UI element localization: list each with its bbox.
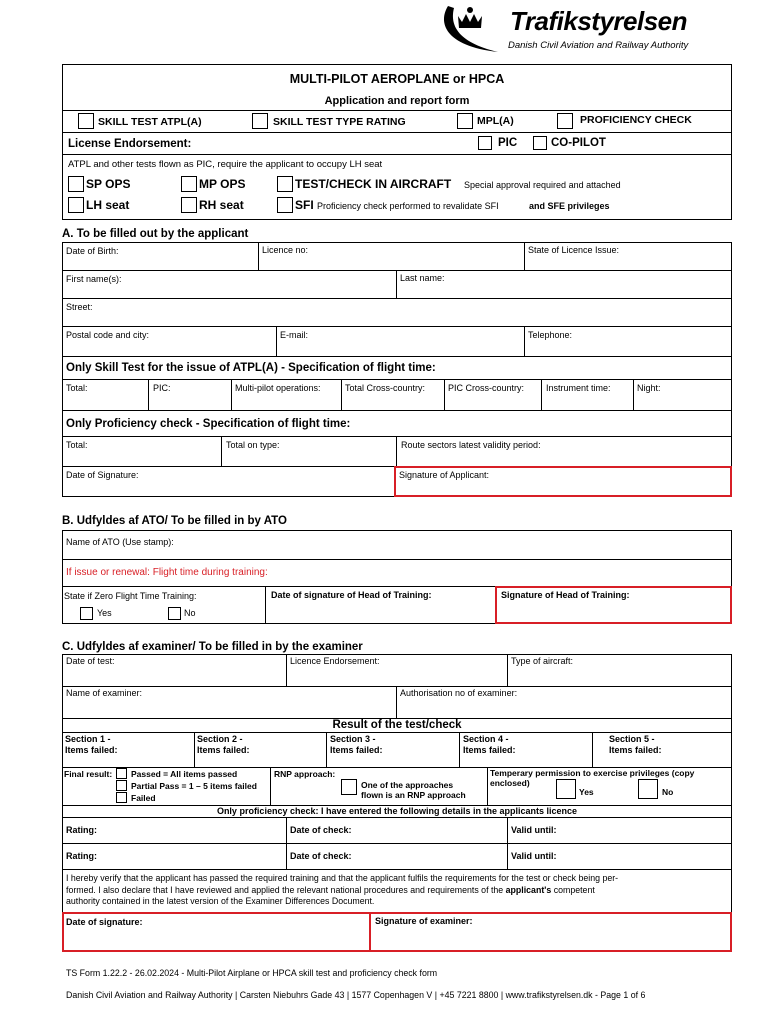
- skill-pic-cross-country-field[interactable]: PIC Cross-country:: [448, 383, 525, 393]
- partial-pass-checkbox[interactable]: [116, 780, 127, 791]
- date-check-2-field[interactable]: Date of check:: [290, 851, 352, 861]
- partial-pass-label: Partial Pass = 1 – 5 items failed: [131, 781, 257, 791]
- rh-seat-checkbox[interactable]: [181, 197, 197, 213]
- rnp-one-label: One of the approaches flown is an RNP approach: [361, 780, 466, 800]
- skill-test-atpl-checkbox[interactable]: [78, 113, 94, 129]
- sfi-label: SFI: [295, 198, 314, 212]
- date-test-field[interactable]: Date of test:: [66, 656, 115, 666]
- mp-ops-label: MP OPS: [199, 177, 246, 191]
- zero-ftt-yes-checkbox[interactable]: [80, 607, 93, 620]
- applicant-date-signature-field[interactable]: Date of Signature:: [66, 470, 139, 480]
- verification-text: I hereby verify that the applicant has passed the required training and that the applicant fulfils the requirements for the test or check being per- formed. I also declare that I have reviewed and applied the relevant national procedures and requirements of the applicant's competent authority contained in the latest version of the Examiner Differences Document.: [66, 873, 619, 906]
- prof-only-heading: Only proficiency check: I have entered the following details in the applicants licence: [216, 806, 578, 816]
- skill-multipilot-field[interactable]: Multi-pilot operations:: [235, 383, 321, 393]
- failed-checkbox[interactable]: [116, 792, 127, 803]
- rh-seat-label: RH seat: [199, 198, 244, 212]
- issue-renewal-label: If issue or renewal: Flight time during training:: [66, 567, 268, 578]
- prof-total-field[interactable]: Total:: [66, 440, 88, 450]
- section-1-failed-field[interactable]: Section 1 - Items failed:: [65, 734, 118, 755]
- license-endorsement-label: License Endorsement:: [68, 138, 192, 150]
- temp-permission-label: Temperary permission to exercise privileges (copy enclosed): [490, 768, 695, 788]
- skill-total-cross-country-field[interactable]: Total Cross-country:: [345, 383, 426, 393]
- sfi-note-2: and SFE privileges: [529, 201, 610, 211]
- sfi-checkbox[interactable]: [277, 197, 293, 213]
- aircraft-type-field[interactable]: Type of aircraft:: [511, 656, 574, 666]
- first-names-field[interactable]: First name(s):: [66, 274, 122, 284]
- test-check-note: Special approval required and attached: [464, 180, 621, 190]
- examiner-date-signature-label: Date of signature:: [66, 917, 143, 927]
- skill-test-spec-heading: Only Skill Test for the issue of ATPL(A) - Specification of flight time:: [66, 362, 436, 374]
- examiner-name-field[interactable]: Name of examiner:: [66, 688, 143, 698]
- applicant-signature-label: Signature of Applicant:: [399, 470, 490, 480]
- crown-logo-icon: [436, 2, 506, 54]
- skill-instrument-field[interactable]: Instrument time:: [546, 383, 611, 393]
- dob-field[interactable]: Date of Birth:: [66, 246, 119, 256]
- valid-until-2-field[interactable]: Valid until:: [511, 851, 557, 861]
- rating-2-field[interactable]: Rating:: [66, 851, 97, 861]
- passed-checkbox[interactable]: [116, 768, 127, 779]
- examiner-auth-field[interactable]: Authorisation no of examiner:: [400, 688, 518, 698]
- licence-endorsement-field[interactable]: Licence Endorsement:: [290, 656, 380, 666]
- section-c-heading: C. Udfyldes af examiner/ To be filled in by the examiner: [62, 641, 363, 653]
- mpl-label: MPL(A): [477, 115, 514, 127]
- skill-test-atpl-label: SKILL TEST ATPL(A): [98, 116, 202, 128]
- brand-name: Trafikstyrelsen: [510, 6, 688, 36]
- atpl-note: ATPL and other tests flown as PIC, require the applicant to occupy LH seat: [68, 159, 383, 170]
- test-check-aircraft-label: TEST/CHECK IN AIRCRAFT: [295, 177, 452, 191]
- prof-check-spec-heading: Only Proficiency check - Specification of flight time:: [66, 418, 351, 430]
- prof-total-type-field[interactable]: Total on type:: [226, 440, 280, 450]
- proficiency-check-checkbox[interactable]: [557, 113, 573, 129]
- section-5-failed-field[interactable]: Section 5 - Items failed:: [609, 734, 662, 755]
- email-field[interactable]: E-mail:: [280, 330, 309, 340]
- proficiency-check-label: PROFICIENCY CHECK: [580, 114, 692, 126]
- copilot-label: CO-PILOT: [551, 137, 606, 149]
- footer-address: Danish Civil Aviation and Railway Authority | Carsten Niebuhrs Gade 43 | 1577 Copenhagen V | +45 7221 8800 | www.trafikstyrelsen.dk - Page 1 of 6: [66, 990, 646, 1000]
- zero-ftt-label: State if Zero Flight Time Training:: [64, 591, 197, 601]
- copilot-checkbox[interactable]: [533, 136, 547, 150]
- street-field[interactable]: Street:: [66, 302, 93, 312]
- skill-night-field[interactable]: Night:: [637, 383, 661, 393]
- form-title: MULTI-PILOT AEROPLANE or HPCA: [289, 72, 505, 86]
- footer-form-ref: TS Form 1.22.2 - 26.02.2024 - Multi-Pilot Airplane or HPCA skill test and proficiency check form: [66, 968, 438, 978]
- licence-no-field[interactable]: Licence no:: [262, 245, 309, 255]
- examiner-signature-label: Signature of examiner:: [375, 916, 473, 926]
- final-result-label: Final result:: [64, 769, 113, 779]
- telephone-field[interactable]: Telephone:: [528, 330, 573, 340]
- mp-ops-checkbox[interactable]: [181, 176, 197, 192]
- route-sectors-field[interactable]: Route sectors latest validity period:: [401, 440, 541, 450]
- sfi-note: Proficiency check performed to revalidate SFI: [317, 201, 499, 211]
- date-check-1-field[interactable]: Date of check:: [290, 825, 352, 835]
- result-title: Result of the test/check: [332, 719, 462, 731]
- sp-ops-label: SP OPS: [86, 177, 131, 191]
- pic-label: PIC: [498, 137, 518, 149]
- skill-test-type-label: SKILL TEST TYPE RATING: [273, 116, 406, 128]
- zero-ftt-no-checkbox[interactable]: [168, 607, 181, 620]
- section-4-failed-field[interactable]: Section 4 - Items failed:: [463, 734, 516, 755]
- test-check-aircraft-checkbox[interactable]: [277, 176, 293, 192]
- postal-code-field[interactable]: Postal code and city:: [66, 330, 150, 340]
- skill-total-field[interactable]: Total:: [66, 383, 88, 393]
- section-b-heading: B. Udfyldes af ATO/ To be filled in by ATO: [62, 515, 287, 527]
- zero-ftt-no-label: No: [184, 608, 196, 618]
- state-licence-issue-field[interactable]: State of Licence Issue:: [528, 245, 620, 255]
- section-3-failed-field[interactable]: Section 3 - Items failed:: [330, 734, 383, 755]
- temp-permission-no-checkbox[interactable]: [638, 779, 658, 799]
- rnp-approach-label: RNP approach:: [274, 769, 336, 779]
- temp-permission-yes-label: Yes: [579, 787, 594, 797]
- pic-checkbox[interactable]: [478, 136, 492, 150]
- ato-name-field[interactable]: Name of ATO (Use stamp):: [66, 537, 174, 547]
- head-training-signature-label: Signature of Head of Training:: [501, 590, 630, 600]
- temp-permission-yes-checkbox[interactable]: [556, 779, 576, 799]
- passed-label: Passed = All items passed: [131, 769, 238, 779]
- form-subtitle: Application and report form: [324, 95, 470, 107]
- zero-ftt-yes-label: Yes: [97, 608, 112, 618]
- last-name-field[interactable]: Last name:: [400, 273, 445, 283]
- sp-ops-checkbox[interactable]: [68, 176, 84, 192]
- lh-seat-checkbox[interactable]: [68, 197, 84, 213]
- brand-subtitle: Danish Civil Aviation and Railway Authority: [508, 40, 689, 51]
- mpl-checkbox[interactable]: [457, 113, 473, 129]
- section-2-failed-field[interactable]: Section 2 - Items failed:: [197, 734, 250, 755]
- rating-1-field[interactable]: Rating:: [66, 825, 97, 835]
- section-a-heading: A. To be filled out by the applicant: [62, 228, 249, 240]
- temp-permission-no-label: No: [662, 787, 674, 797]
- head-training-date-field[interactable]: Date of signature of Head of Training:: [271, 590, 432, 600]
- lh-seat-label: LH seat: [86, 198, 130, 212]
- logo: [436, 2, 736, 54]
- failed-label: Failed: [131, 793, 156, 803]
- skill-pic-field[interactable]: PIC:: [153, 383, 171, 393]
- valid-until-1-field[interactable]: Valid until:: [511, 825, 557, 835]
- rnp-approach-checkbox[interactable]: [341, 779, 357, 795]
- skill-test-type-checkbox[interactable]: [252, 113, 268, 129]
